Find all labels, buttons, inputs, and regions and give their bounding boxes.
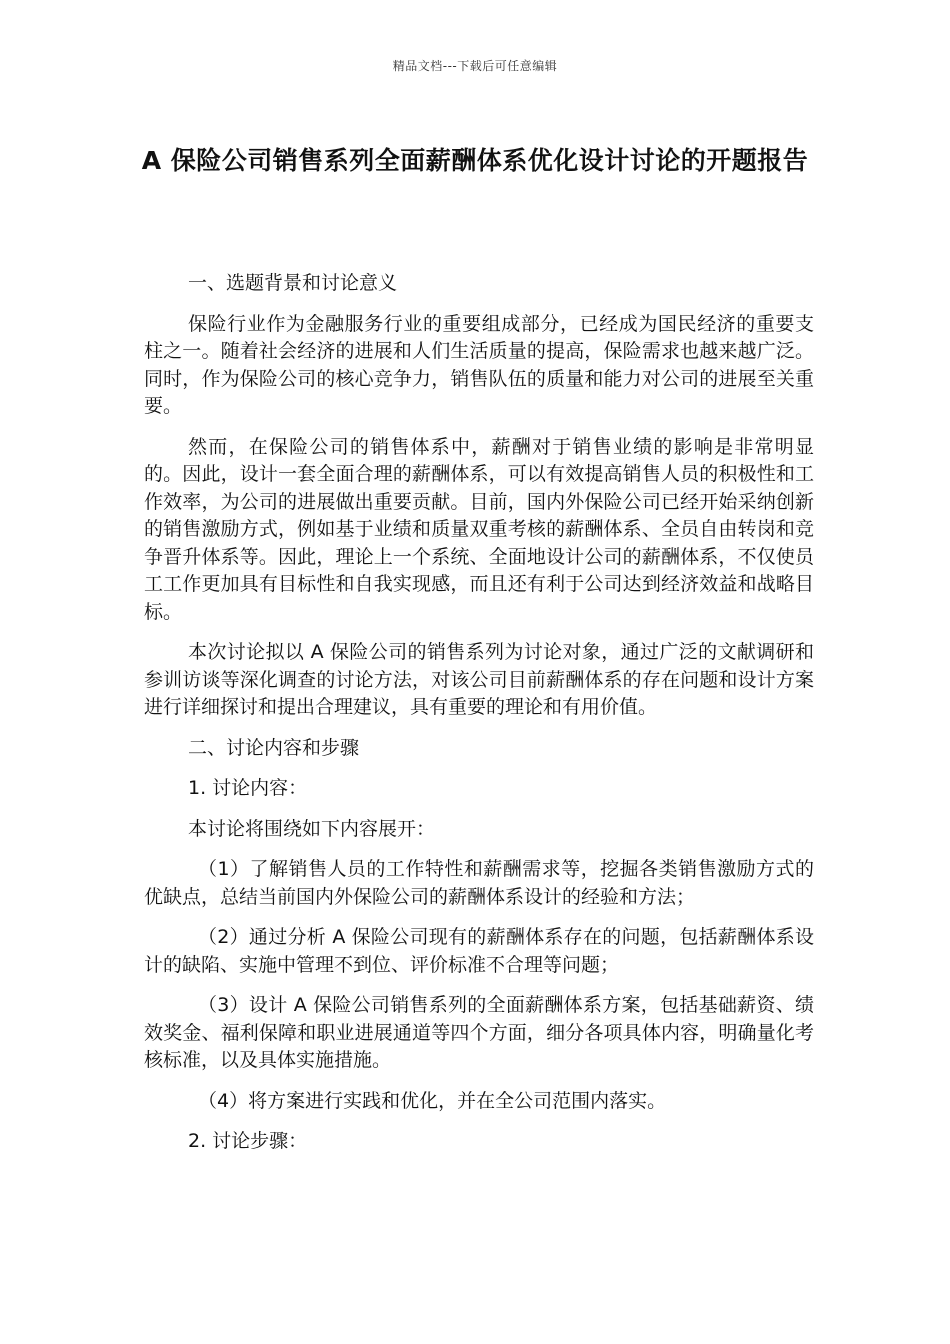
list-item: （2）通过分析 A 保险公司现有的薪酬体系存在的问题，包括薪酬体系设计的缺陷、实施中管理不到位、评价标准不合理等问题； <box>144 926 814 976</box>
body-paragraph: 保险行业作为金融服务行业的重要组成部分，已经成为国民经济的重要支柱之一。随着社会经济的进展和人们生活质量的提高，保险需求也越来越广泛。同时，作为保险公司的核心竞争力，销售队伍的质量和能力对公司的进展至关重要。 <box>144 312 814 417</box>
section-heading-1: 一、选题背景和讨论意义 <box>188 272 398 294</box>
list-item: （3）设计 A 保险公司销售系列的全面薪酬体系方案，包括基础薪资、绩效奖金、福利保障和职业进展通道等四个方面，细分各项具体内容，明确量化考核标准，以及具体实施措施。 <box>144 994 814 1071</box>
body-paragraph: 本讨论将围绕如下内容展开： <box>188 817 436 840</box>
document-body <box>144 270 814 1169</box>
subsection-heading: 1. 讨论内容： <box>188 777 308 799</box>
page-header-note: 精品文档---下载后可任意编辑 <box>392 59 558 73</box>
body-paragraph: 本次讨论拟以 A 保险公司的销售系列为讨论对象，通过广泛的文献调研和参训访谈等深化调查的讨论方法，对该公司目前薪酬体系的存在问题和设计方案进行详细探讨和提出合理建议，具有重要的理论和有用价值。 <box>144 641 814 718</box>
body-paragraph: 然而，在保险公司的销售体系中，薪酬对于销售业绩的影响是非常明显的。因此，设计一套全面合理的薪酬体系，可以有效提高销售人员的积极性和工作效率，为公司的进展做出重要贡献。目前，国内外保险公司已经开始采纳创新的销售激励方式，例如基于业绩和质量双重考核的薪酬体系、全员自由转岗和竞争晋升体系等。因此，理论上一个系统、全面地设计公司的薪酬体系，不仅使员工工作更加具有目标性和自我实现感，而且还有利于公司达到经济效益和战略目标。 <box>144 435 814 623</box>
subsection-heading: 2. 讨论步骤： <box>188 1130 308 1152</box>
list-item: （1）了解销售人员的工作特性和薪酬需求等，挖掘各类销售激励方式的优缺点，总结当前国内外保险公司的薪酬体系设计的经验和方法； <box>144 858 814 908</box>
document-title: A 保险公司销售系列全面薪酬体系优化设计讨论的开题报告 <box>141 146 809 175</box>
list-item: （4）将方案进行实践和优化，并在全公司范围内落实。 <box>198 1089 667 1112</box>
section-heading-2: 二、讨论内容和步骤 <box>188 736 360 759</box>
